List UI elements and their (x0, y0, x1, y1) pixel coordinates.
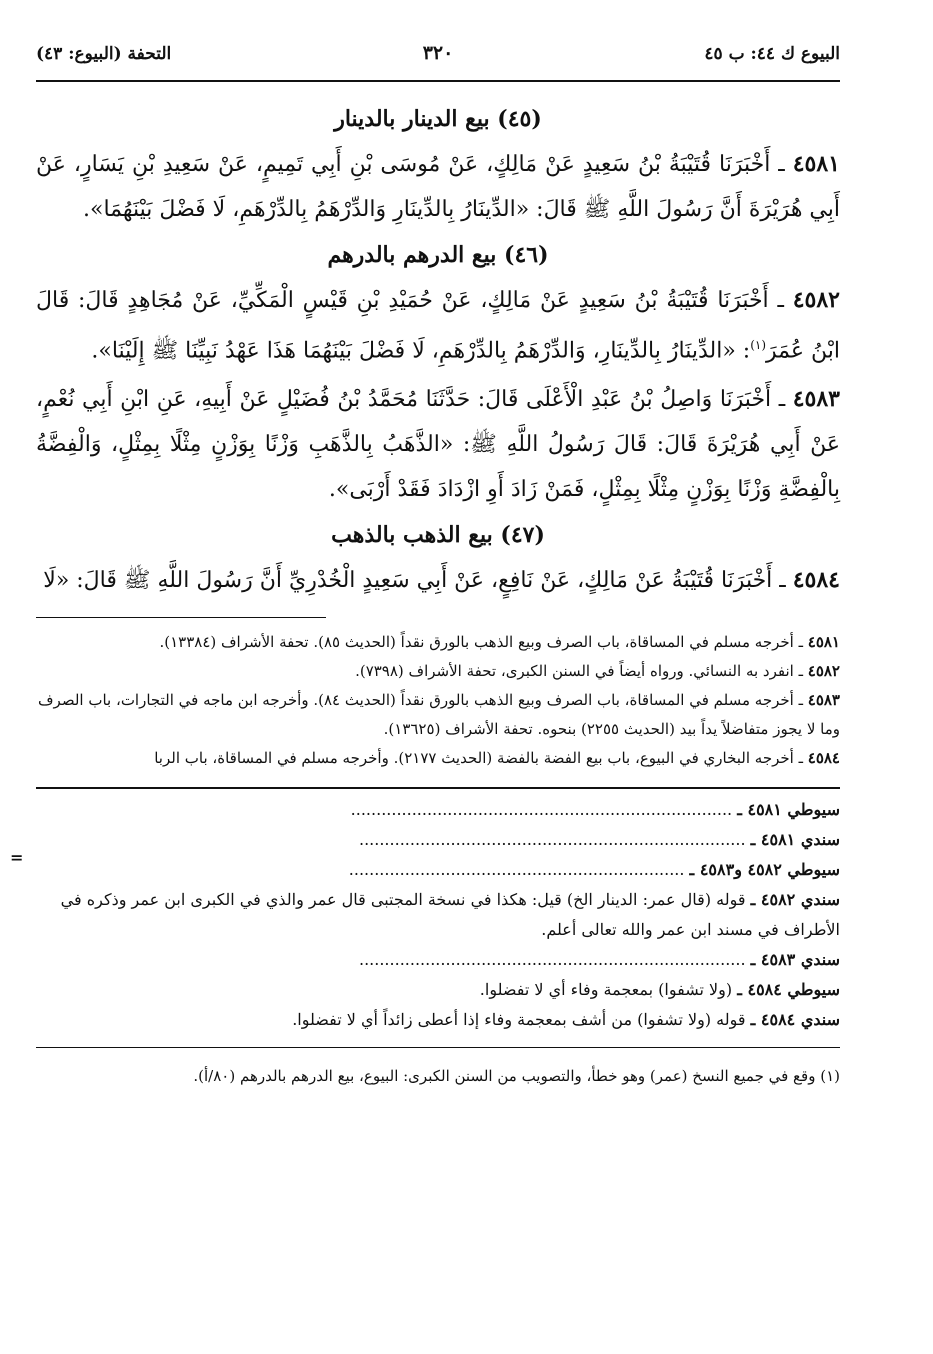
book-page (36, 30, 840, 1091)
commentary-dots: ........................................................................... (350, 800, 733, 820)
commentary-entry (36, 825, 840, 855)
hadith-paragraph (36, 142, 840, 232)
commentary-entry (36, 1005, 840, 1035)
header-tuhfa-ref: التحفة (البيوع: ٤٣) (36, 44, 172, 64)
note-text: ـ أخرجه البخاري في البيوع، باب بيع الفضة بالفضة (الحديث ٢١٧٧). وأخرجه مسلم في المساقاة، باب الربا (154, 749, 803, 768)
footnote-rule (36, 1047, 840, 1048)
takhrij-note (36, 686, 840, 744)
hadith-text: ـ أَخْبَرَنَا قُتَيْبَةُ عَنْ مَالِكٍ، عَنْ نَافِعٍ، عَنْ أَبِي سَعِيدٍ الْخُدْرِيِّ أَنَّ رَسُولَ اللَّهِ ﷺ قَالَ: «لَا (43, 568, 786, 594)
hadith-number: ٤٥٨٣ (792, 386, 840, 413)
hadith-paragraph (36, 377, 840, 512)
takhrij-notes (36, 628, 840, 773)
section-heading: (٤٦) بيع الدرهم بالدرهم (327, 242, 549, 268)
commentary-entry (36, 885, 840, 945)
section-heading: (٤٧) بيع الذهب بالذهب (331, 522, 545, 549)
commentary-dots: ............................................................................ (359, 950, 746, 970)
takhrij-note (36, 657, 840, 686)
takhrij-note (36, 744, 840, 773)
commentary-entry (36, 945, 840, 975)
page-number: ٣٢٠ (422, 42, 454, 64)
commentary-text: قوله (قال عمر: الدينار الخ) قيل: هكذا في نسخة المجتبى قال عمر والذي في الكبرى ابن عمر وذكره في الأطراف في مسند ابن عمر والله تعالى أعلم. (60, 890, 840, 940)
running-header (36, 30, 840, 78)
commentary-entry (36, 795, 840, 825)
commentary-label: سيوطي ٤٥٨١ ـ (737, 800, 840, 820)
commentary-entry (36, 855, 840, 885)
hadith-number: ٤٥٨٢ (792, 287, 840, 313)
hadith-text: : «الدِّينَارُ بِالدِّينَارِ، وَالدِّرْهَمُ بِالدِّرْهَمِ، لَا فَضْلَ بَيْنَهُمَا هَذَا عَهْدُ نَبِيِّنَا ﷺ إِلَيْنَا». (91, 338, 751, 364)
commentary-notes (36, 795, 840, 1035)
continuation-mark: = (10, 848, 24, 867)
note-number: ٤٥٨٤ (807, 749, 840, 768)
hadith-text: ـ أَخْبَرَنَا قُتَيْبَةُ بْنُ سَعِيدٍ عَنْ مَالِكٍ، عَنْ مُوسَى بْنِ أَبِي تَمِيمٍ، عَنْ سَعِيدِ بْنِ يَسَارٍ، عَنْ أَبِي هُرَيْرَةَ أَنَّ رَسُولَ اللَّهِ ﷺ قَالَ: «الدِّينَارُ بِالدِّينَارِ وَالدِّرْهَمُ بِالدِّرْهَمِ، لَا فَضْلَ بَيْنَهُمَا». (36, 152, 840, 222)
hadith-text: ـ أَخْبَرَنَا وَاصِلُ بْنُ عَبْدِ الْأَعْلَى قَالَ: حَدَّثَنَا مُحَمَّدُ بْنُ فُضَيْلٍ عَنْ أَبِيهِ، عَنِ ابْنِ أَبِي نُعْمٍ، عَنْ أَبِي هُرَيْرَةَ قَالَ: قَالَ رَسُولُ اللَّهِ ﷺ: «الذَّهَبُ بِالذَّهَبِ وَزْنًا بِوَزْنٍ مِثْلًا بِمِثْلٍ، وَالْفِضَّةُ بِالْفِضَّةِ وَزْنًا بِوَزْنٍ مِثْلًا بِمِثْلٍ، فَمَنْ زَادَ أَوِ ازْدَادَ فَقَدْ أَرْبَى». (36, 387, 840, 503)
commentary-text: (ولا تشفوا) بمعجمة وفاء أي لا تفضلوا. (479, 980, 733, 1000)
commentary-label: سندي ٤٥٨٢ ـ (750, 890, 840, 910)
commentary-entry (36, 975, 840, 1005)
hadith-paragraph (36, 558, 840, 603)
footnote-ref: (١) (750, 338, 767, 352)
hadith-number: ٤٥٨١ (792, 151, 840, 177)
header-rule (36, 80, 840, 82)
note-number: ٤٥٨٣ (807, 691, 840, 710)
commentary-label: سندي ٤٥٨٤ ـ (750, 1010, 840, 1030)
note-number: ٤٥٨١ (807, 633, 840, 652)
hadith-number: ٤٥٨٤ (792, 567, 840, 594)
note-text: ـ انفرد به النسائي. ورواه أيضاً في السنن الكبرى، تحفة الأشراف (٧٣٩٨). (355, 662, 803, 681)
commentary-label: سيوطي ٤٥٨٤ ـ (737, 980, 840, 1000)
note-text: ـ أخرجه مسلم في المساقاة، باب الصرف وبيع الذهب بالورق نقداً (الحديث ٨٤). وأخرجه ابن ماجه في التجارات، باب الصرف وما لا يجوز متفاضلاً يداً بيد (الحديث ٢٢٥٥) بنحوه. تحفة الأشراف (١٣٦٢٥). (38, 691, 840, 739)
commentary-label: سندي ٤٥٨١ ـ (750, 830, 840, 850)
page-footnote: (١) وقع في جميع النسخ (عمر) وهو خطأ، والتصويب من السنن الكبرى: البيوع، بيع الدرهم بالدرهم (٨٠/أ). (193, 1067, 840, 1086)
note-text: ـ أخرجه مسلم في المساقاة، باب الصرف وبيع الذهب بالورق نقداً (الحديث ٨٥). تحفة الأشراف (١٣٣٨٤). (159, 633, 803, 652)
takhrij-note (36, 628, 840, 657)
commentary-label: سيوطي ٤٥٨٢ و٤٥٨٣ ـ (689, 860, 840, 880)
commentary-label: سندي ٤٥٨٣ ـ (750, 950, 840, 970)
commentary-rule (36, 787, 840, 789)
header-chapter-ref: البيوع ك ٤٤: ب ٤٥ (704, 44, 840, 64)
commentary-text: قوله (ولا تشفوا) من أشف بمعجمة وفاء إذا أعطى زائداً أي لا تفضلوا. (292, 1010, 746, 1030)
footnote-separator (36, 617, 326, 618)
hadith-paragraph (36, 278, 840, 373)
hadith-text: ـ أَخْبَرَنَا قُتَيْبَةُ بْنُ سَعِيدٍ عَنْ مَالِكٍ، عَنْ حُمَيْدِ بْنِ قَيْسٍ الْمَكِّيِّ، عَنْ مُجَاهِدٍ قَالَ: قَالَ ابْنُ عُمَرَ (36, 288, 840, 364)
section-heading: (٤٥) بيع الدينار بالدينار (334, 106, 542, 132)
commentary-dots: ............................................................................ (359, 830, 746, 850)
note-number: ٤٥٨٢ (807, 662, 840, 681)
commentary-dots: .................................................................. (348, 860, 685, 880)
